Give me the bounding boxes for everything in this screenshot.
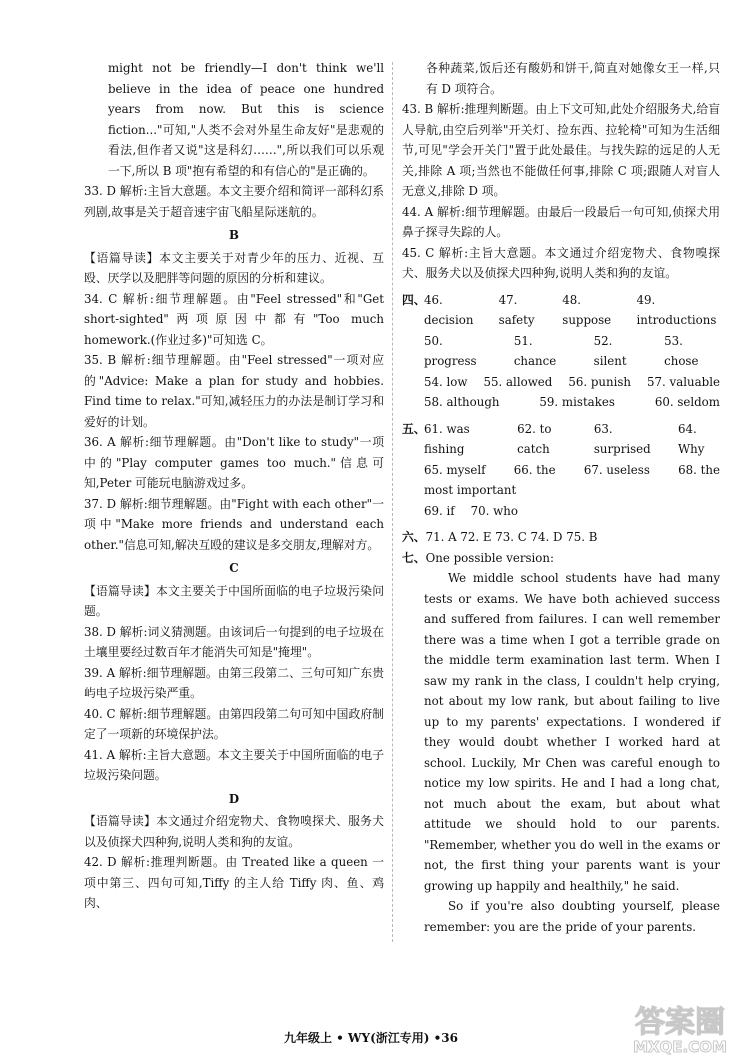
answer-item: 53. chose bbox=[664, 333, 699, 368]
answer-item: 52. silent bbox=[593, 333, 627, 368]
answer-item: 64. Why bbox=[678, 421, 705, 456]
section-four-answers bbox=[402, 290, 720, 413]
answer-item: 54. low bbox=[424, 374, 468, 389]
answer-item: 57. valuable bbox=[647, 374, 720, 389]
answer-row bbox=[402, 392, 720, 413]
essay-paragraph: So if you're also doubting yourself, please remember: you are the pride of your parents. bbox=[424, 899, 720, 934]
answer-row bbox=[402, 372, 720, 393]
answer-explanation: 35. B 解析:细节理解题。由"Feel stressed"一项对应的"Advice: Make a plan for study and hobbies. Find time to relax."可知,减轻压力的办法是制订学习和爱好的计划。 bbox=[84, 353, 384, 429]
section-seven-header bbox=[402, 548, 720, 569]
essay-paragraph: We middle school students have had many tests or exams. We have both achieved success and suffered from failures. I can well remember there was a time when I got a terrible grade on the middle term examination last term. When I saw my rank in the class, I couldn't help crying, not about my low rank, but about failing to live up to my parents' expectations. I wondered if they would doubt whether I worked hard at school. Luckily, Mr Chen was careful enough to notice my low spirits. He and I had a long chat, not much about the exam, but about what attitude we should hold to our parents. "Remember, whether you do well in the exams or not, the first thing your parents want is your growing up happily and healthily," he said. bbox=[424, 571, 720, 893]
answer-explanation: 45. C 解析:主旨大意题。本文通过介绍宠物犬、食物嗅探犬、服务犬以及侦探犬四种狗,说明人类和狗的友谊。 bbox=[402, 245, 720, 280]
section-heading: D bbox=[228, 791, 240, 806]
answer-row bbox=[402, 501, 720, 522]
section-seven-text: One possible version: bbox=[425, 550, 554, 565]
answer-explanation: 43. B 解析:推理判断题。由上下文可知,此处介绍服务犬,给盲人导航,由空后列举"开关灯、捡东西、拉轮椅"可知为生活细节,可见"学会开关门"置于此处最佳。与找失踪的远足的人无关,排除 A 项;当然也不能做任何事,排除 C 项;跟随人对盲人无意义,排除 D 项。 bbox=[402, 102, 720, 198]
answer-explanation: 【语篇导读】本文通过介绍宠物犬、食物嗅探犬、服务犬以及侦探犬四种狗,说明人类和狗的友谊。 bbox=[84, 814, 384, 849]
answer-item: 47. safety bbox=[498, 292, 535, 327]
answer-item: 51. chance bbox=[513, 333, 557, 368]
answer-explanation: 40. C 解析:细节理解题。由第四段第二句可知中国政府制定了一项新的环境保护法。 bbox=[84, 706, 384, 741]
answer-item: 69. if bbox=[424, 503, 455, 518]
section-six-text: 71. A 72. E 73. C 74. D 75. B bbox=[425, 530, 598, 544]
continued-paragraph: might not be friendly—I don't think we'll believe in the idea of peace one hundred years from now. But this is science fiction..."可知,"人类不会对外星生命友好"是悲观的看法,但作者又说"这是科幻……",所以我们可以乐观一下,所以 B 项"抱有希望的和有信心的"是正确的。 bbox=[108, 61, 384, 178]
section-label: 四、 bbox=[402, 292, 426, 307]
left-column bbox=[84, 58, 384, 914]
answer-item: 55. allowed bbox=[483, 374, 553, 389]
answer-item: 50. progress bbox=[424, 333, 477, 368]
answer-explanation: 33. D 解析:主旨大意题。本文主要介绍和简评一部科幻系列剧,故事是关于超音速宇宙飞船星际迷航的。 bbox=[84, 184, 384, 219]
page-footer: 九年级上 • WY(浙江专用) •36 bbox=[284, 1031, 458, 1045]
answer-item: 59. mistakes bbox=[539, 395, 615, 409]
column-divider bbox=[392, 62, 393, 942]
answer-item: 68. the bbox=[678, 462, 720, 477]
answer-explanation: 41. A 解析:主旨大意题。本文主要关于中国所面临的电子垃圾污染问题。 bbox=[84, 747, 384, 782]
answer-row bbox=[402, 480, 720, 501]
watermark-line1: 答案圈 bbox=[635, 1005, 725, 1040]
answer-item: 46. decision bbox=[424, 292, 474, 327]
answer-explanation: 36. A 解析:细节理解题。由"Don't like to study"一项中的"Play computer games too much."信息可知,Peter 可能玩电脑游戏过多。 bbox=[84, 435, 384, 490]
answer-item: 70. who bbox=[470, 503, 518, 518]
right-paragraphs bbox=[402, 58, 720, 284]
answer-explanation: 42. D 解析:推理判断题。由 Treated like a queen 一项中第三、四句可知,Tiffy 的主人给 Tiffy 肉、鱼、鸡肉、 bbox=[84, 855, 384, 910]
continued-paragraph: 各种蔬菜,饭后还有酸奶和饼干,简直对她像女王一样,只有 D 项符合。 bbox=[426, 61, 720, 96]
answer-item: 63. surprised bbox=[593, 421, 651, 456]
right-column bbox=[402, 58, 720, 937]
model-essay bbox=[402, 568, 720, 937]
answer-item: 60. seldom bbox=[654, 395, 720, 409]
answer-item: most important bbox=[424, 483, 517, 497]
answer-row bbox=[402, 290, 720, 331]
section-label: 五、 bbox=[402, 421, 426, 436]
section-six-answers bbox=[402, 527, 720, 548]
answer-explanation: 39. A 解析:细节理解题。由第三段第二、三句可知广东贵屿电子垃圾污染严重。 bbox=[84, 665, 384, 700]
answer-item: 56. punish bbox=[568, 374, 632, 389]
answer-item: 61. was fishing bbox=[424, 421, 470, 456]
answer-item: 67. useless bbox=[583, 462, 650, 477]
answer-explanation: 38. D 解析:词义猜测题。由该词后一句提到的电子垃圾在土壤里要经过数百年才能消失可知是"掩埋"。 bbox=[84, 624, 384, 659]
watermark-logo bbox=[615, 1000, 745, 1058]
section-five-answers bbox=[402, 419, 720, 522]
answer-item: 62. to catch bbox=[517, 421, 552, 456]
section-six-label: 六、 bbox=[402, 530, 426, 544]
section-seven-label: 七、 bbox=[402, 550, 426, 565]
answer-row bbox=[402, 460, 720, 481]
answer-item: 49. introductions bbox=[636, 292, 717, 327]
watermark-line2: MXQE.COM bbox=[633, 1038, 727, 1056]
answer-explanation: 【语篇导读】本文主要关于中国所面临的电子垃圾污染问题。 bbox=[84, 583, 384, 618]
answer-row bbox=[402, 331, 720, 372]
answer-item: 48. suppose bbox=[562, 292, 612, 327]
answer-item: 58. although bbox=[424, 395, 500, 409]
answer-row bbox=[402, 419, 720, 460]
answer-item: 65. myself bbox=[424, 462, 486, 477]
section-heading: C bbox=[229, 561, 239, 575]
answer-explanation: 37. D 解析:细节理解题。由"Fight with each other"一项中"Make more friends and understand each other."信息可知,解决互殴的建议是多交朋友,理解对方。 bbox=[84, 496, 384, 552]
answer-explanation: 【语篇导读】本文主要关于对青少年的压力、近视、互殴、厌学以及肥胖等问题的原因的分析和建议。 bbox=[84, 250, 384, 285]
answer-explanation: 34. C 解析:细节理解题。由"Feel stressed"和"Get short-sighted"两项原因中都有"Too much homework.(作业过多)"可知选 C。 bbox=[84, 291, 384, 347]
answer-item: 66. the bbox=[513, 462, 556, 477]
answer-explanation: 44. A 解析:细节理解题。由最后一段最后一句可知,侦探犬用鼻子探寻失踪的人。 bbox=[402, 204, 720, 239]
section-heading: B bbox=[229, 228, 239, 242]
